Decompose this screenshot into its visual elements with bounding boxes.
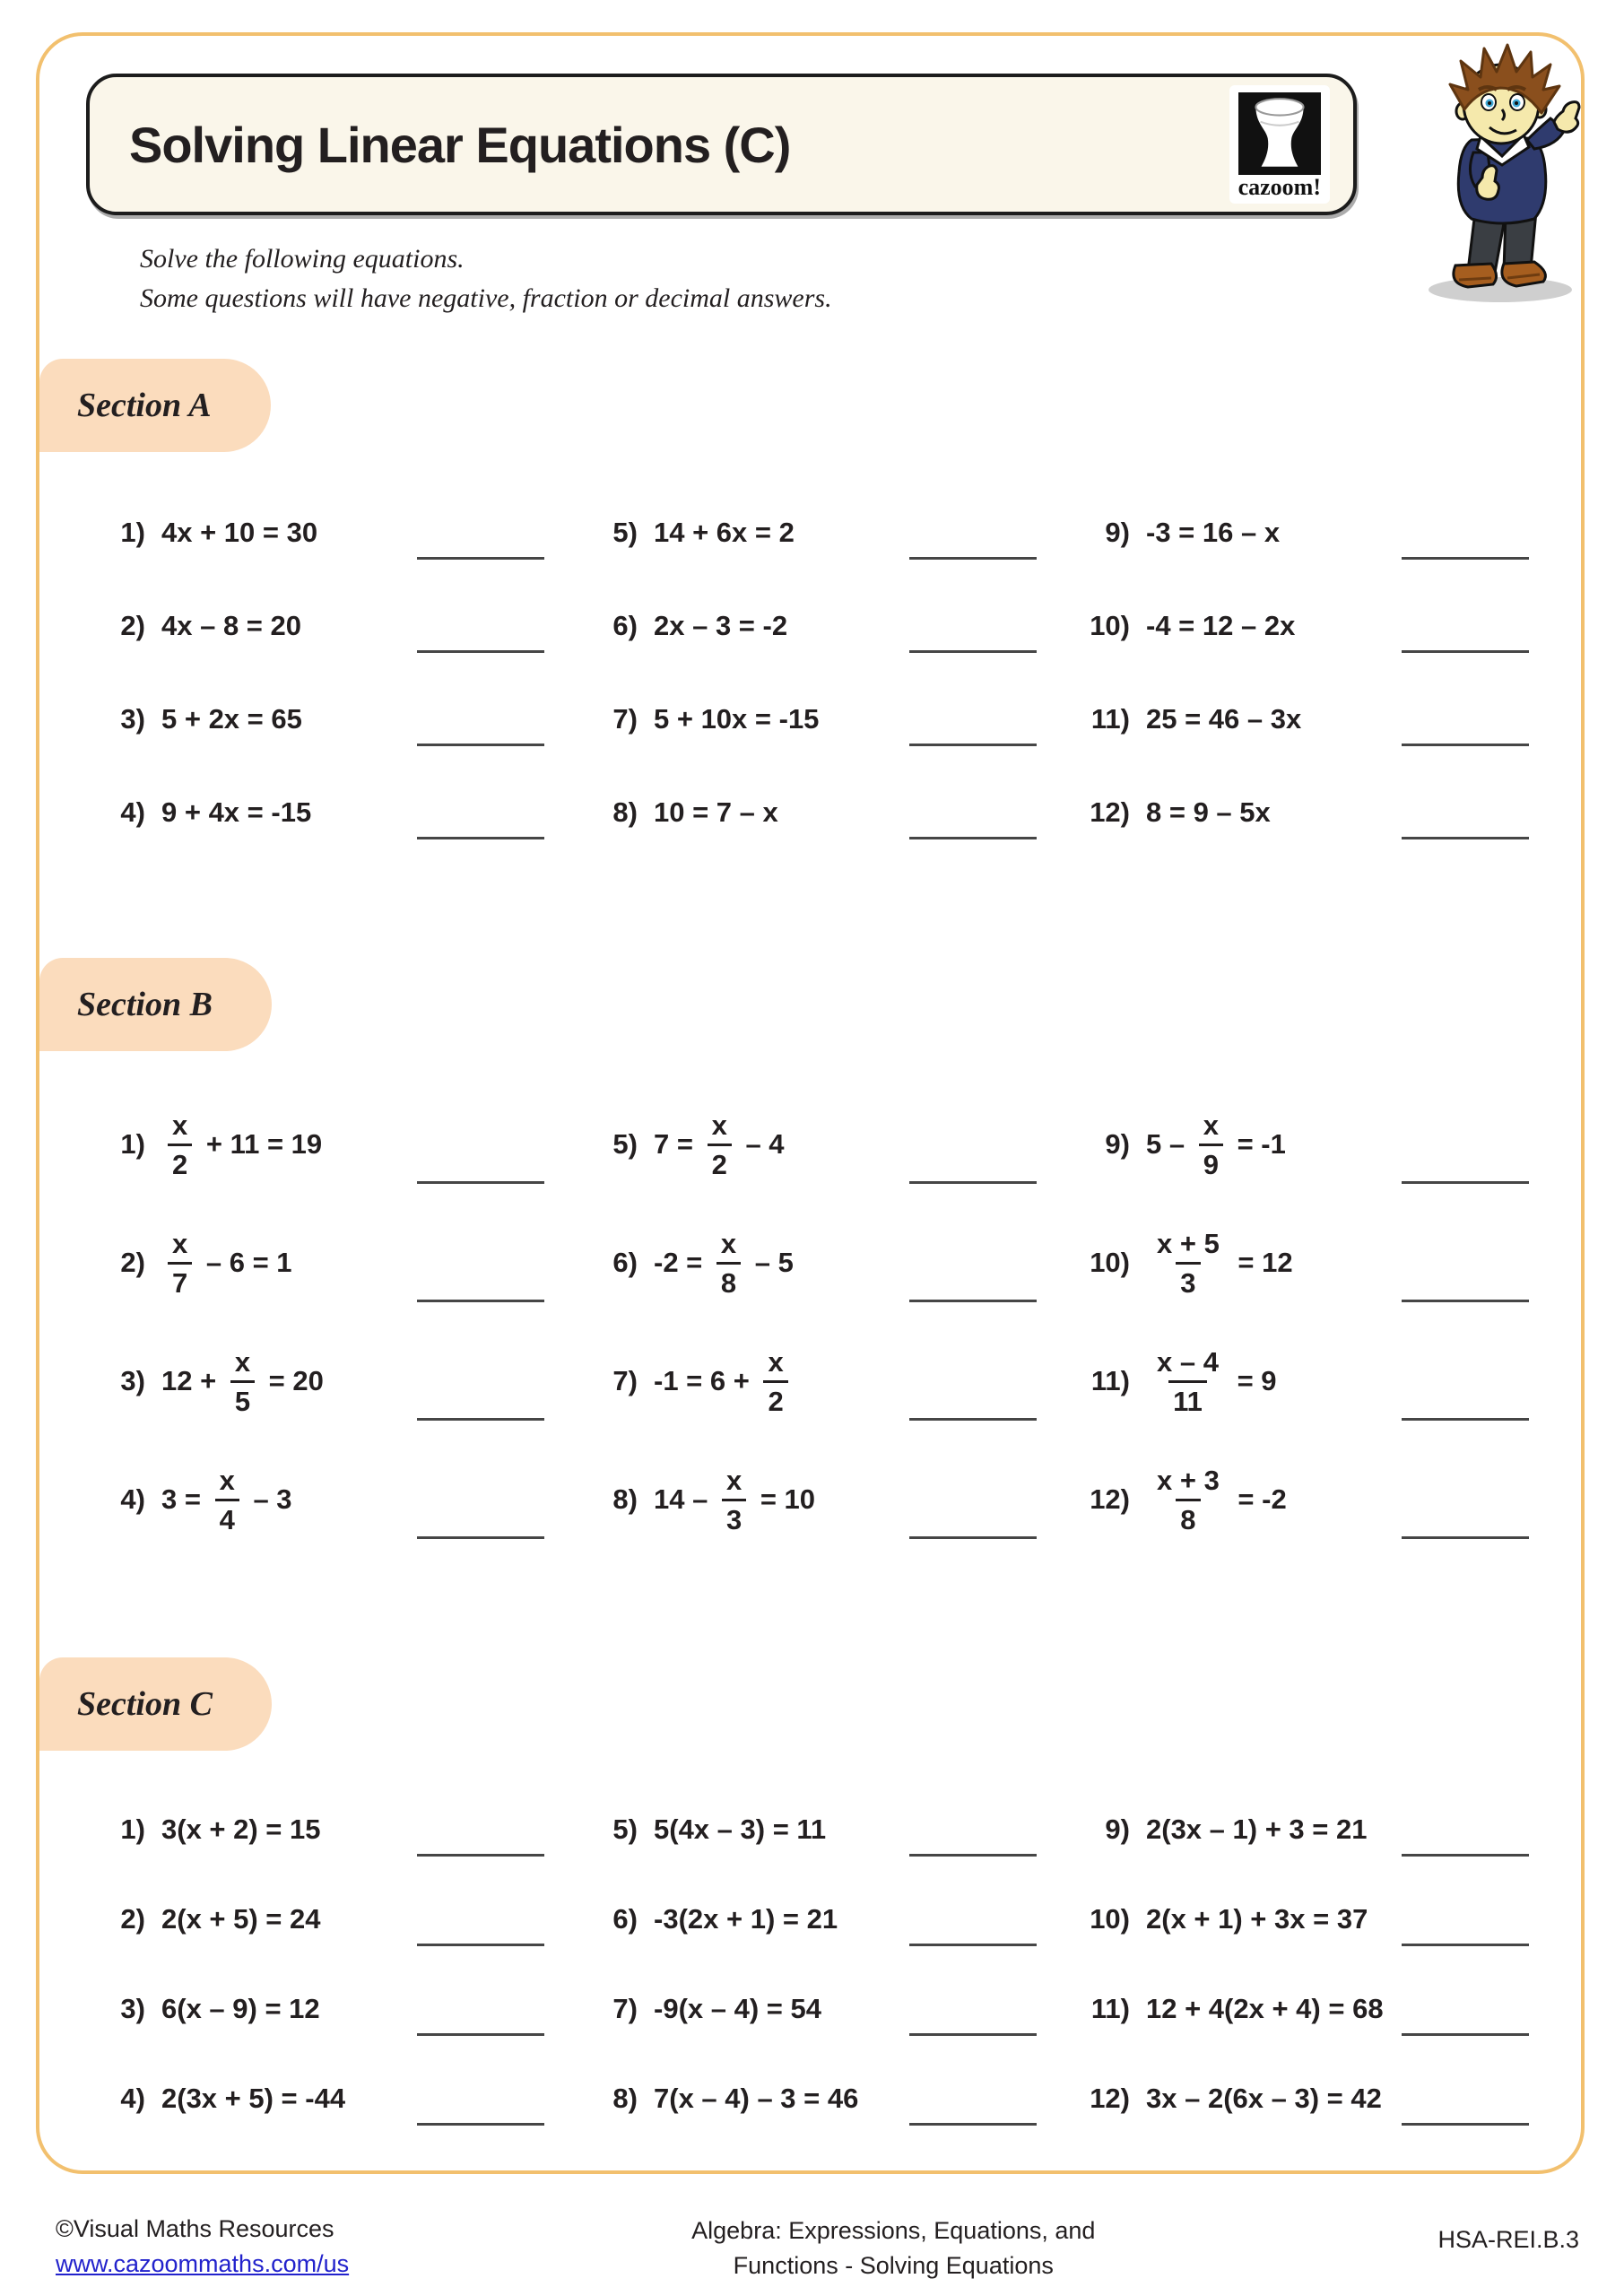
- equation-text: 5 + 2x = 65: [161, 703, 302, 735]
- equation: [654, 1903, 838, 1935]
- equation: [161, 517, 317, 549]
- fraction: [708, 1111, 732, 1178]
- equation: [161, 2083, 345, 2115]
- answer-line[interactable]: [417, 744, 544, 746]
- equation-text: – 5: [747, 1247, 794, 1278]
- fraction-numerator: x: [768, 1345, 784, 1378]
- answer-line[interactable]: [417, 2033, 544, 2036]
- question-number: 5): [612, 1128, 638, 1160]
- equation-text: 5 –: [1146, 1128, 1193, 1160]
- question-item: [1067, 1785, 1529, 1874]
- question-item: [83, 1204, 544, 1322]
- equation: [1146, 2083, 1382, 2115]
- question-number: 2): [120, 610, 145, 641]
- instructions: [140, 244, 1581, 314]
- equation: [654, 1993, 821, 2025]
- mascot-boy-illustration: [1399, 36, 1607, 305]
- question-item: [83, 2054, 544, 2144]
- question-item: [83, 486, 544, 579]
- question-number: 1): [120, 517, 145, 548]
- fraction-denominator: 2: [763, 1380, 787, 1415]
- question-item: [83, 1322, 544, 1440]
- question-number: 5): [612, 517, 638, 548]
- sections: [39, 359, 1581, 2144]
- equation-text: -9(x – 4) = 54: [654, 1993, 821, 2024]
- footer: [56, 2212, 1579, 2283]
- fraction: [716, 1227, 741, 1299]
- footer-topic-line: Algebra: Expressions, Equations, and: [691, 2216, 1096, 2244]
- equation: [1146, 1111, 1286, 1178]
- equation: [1146, 703, 1301, 735]
- website-link[interactable]: www.cazoommaths.com/us: [56, 2249, 350, 2277]
- answer-line[interactable]: [417, 1944, 544, 1946]
- equation-text: 8 = 9 – 5x: [1146, 796, 1271, 828]
- question-item: [1067, 2054, 1529, 2144]
- question-number: 3): [120, 1365, 145, 1396]
- answer-line[interactable]: [1402, 1300, 1529, 1302]
- equation-text: 3(x + 2) = 15: [161, 1813, 321, 1845]
- question-number: 2): [120, 1903, 145, 1935]
- equation-text: -3 = 16 – x: [1146, 517, 1281, 548]
- equation: [1146, 1813, 1367, 1846]
- equation: [161, 610, 301, 642]
- question-number: 10): [1090, 610, 1130, 641]
- question-item: [83, 1440, 544, 1559]
- question-number: 1): [120, 1128, 145, 1160]
- equation-text: = 9: [1229, 1365, 1277, 1396]
- section: [39, 1657, 1581, 2144]
- question-number: 4): [120, 2083, 145, 2114]
- equation-text: 12 +: [161, 1365, 224, 1396]
- section: [39, 359, 1581, 859]
- question-number: 4): [120, 1483, 145, 1515]
- equation: [654, 610, 787, 642]
- fraction-denominator: 9: [1199, 1144, 1223, 1178]
- equation: [161, 1111, 322, 1178]
- question-item: [83, 1785, 544, 1874]
- fraction: [230, 1345, 255, 1417]
- equation-text: -1 = 6 +: [654, 1365, 758, 1396]
- question-item: [83, 1085, 544, 1204]
- answer-line[interactable]: [1402, 2123, 1529, 2126]
- equation-text: = -1: [1229, 1128, 1286, 1160]
- equation: [161, 1466, 292, 1534]
- question-number: 11): [1090, 1365, 1130, 1396]
- question-item: [575, 1322, 1037, 1440]
- equation: [1146, 517, 1280, 549]
- equation-text: 5(4x – 3) = 11: [654, 1813, 827, 1845]
- fraction-numerator: x: [172, 1227, 188, 1259]
- question-item: [575, 486, 1037, 579]
- fraction-numerator: x: [234, 1345, 251, 1378]
- equation-text: -2 =: [654, 1247, 710, 1278]
- question-number: 7): [612, 703, 638, 735]
- fraction-denominator: 7: [168, 1262, 192, 1297]
- equation-text: 9 + 4x = -15: [161, 796, 312, 828]
- equation: [654, 2083, 858, 2115]
- fraction-numerator: x: [720, 1227, 737, 1259]
- question-number: 11): [1090, 1993, 1130, 2024]
- question-number: 12): [1090, 2083, 1130, 2114]
- equation: [654, 1813, 826, 1846]
- equation-text: 12 + 4(2x + 4) = 68: [1146, 1993, 1384, 2024]
- equation-text: – 3: [245, 1483, 292, 1515]
- answer-line[interactable]: [417, 1536, 544, 1539]
- equation-text: 2(x + 5) = 24: [161, 1903, 321, 1935]
- answer-line[interactable]: [1402, 1536, 1529, 1539]
- equation: [161, 796, 311, 829]
- answer-line[interactable]: [909, 2033, 1037, 2036]
- answer-line[interactable]: [909, 1536, 1037, 1539]
- equation-text: 2(3x – 1) + 3 = 21: [1146, 1813, 1368, 1845]
- question-item: [1067, 1964, 1529, 2054]
- answer-line[interactable]: [1402, 744, 1529, 746]
- question-item: [83, 673, 544, 766]
- answer-line[interactable]: [909, 2123, 1037, 2126]
- drum-icon: [1238, 92, 1321, 175]
- question-number: 9): [1105, 1813, 1130, 1845]
- section-title: Section A: [77, 387, 212, 424]
- answer-line[interactable]: [909, 1300, 1037, 1302]
- footer-topic: [349, 2213, 1437, 2283]
- equation-text: 6(x – 9) = 12: [161, 1993, 320, 2024]
- equation-text: 14 –: [654, 1483, 716, 1515]
- answer-line[interactable]: [909, 1181, 1037, 1184]
- answer-line[interactable]: [909, 557, 1037, 560]
- question-number: 11): [1090, 703, 1130, 735]
- question-number: 10): [1090, 1903, 1130, 1935]
- fraction: [215, 1466, 239, 1534]
- instruction-line: Solve the following equations.: [140, 244, 465, 274]
- fraction: [763, 1345, 787, 1417]
- equation: [1146, 1227, 1293, 1299]
- question-item: [1067, 1204, 1529, 1322]
- equation: [1146, 610, 1295, 642]
- question-item: [1067, 486, 1529, 579]
- question-number: 7): [612, 1365, 638, 1396]
- section-badge: [39, 359, 271, 452]
- fraction-numerator: x – 4: [1157, 1345, 1219, 1378]
- equation: [654, 796, 778, 829]
- equation-text: 10 = 7 – x: [654, 796, 778, 828]
- equation: [1146, 796, 1271, 829]
- equation: [654, 1111, 785, 1178]
- equation-text: – 4: [737, 1128, 785, 1160]
- equation: [1146, 1345, 1277, 1417]
- fraction: [722, 1466, 746, 1534]
- equation: [1146, 1466, 1287, 1534]
- fraction: [1199, 1111, 1223, 1178]
- fraction-denominator: 5: [230, 1380, 255, 1415]
- equation: [654, 703, 819, 735]
- answer-line[interactable]: [417, 2123, 544, 2126]
- question-item: [83, 579, 544, 673]
- fraction: [1152, 1345, 1223, 1417]
- equation: [161, 703, 302, 735]
- question-item: [575, 673, 1037, 766]
- question-item: [575, 1964, 1037, 2054]
- equation-text: 14 + 6x = 2: [654, 517, 795, 548]
- answer-line[interactable]: [417, 1854, 544, 1857]
- footer-topic-line: Functions - Solving Equations: [733, 2251, 1054, 2279]
- equation-text: = 10: [752, 1483, 816, 1515]
- question-item: [575, 2054, 1037, 2144]
- worksheet-sheet: [36, 32, 1585, 2174]
- equation-text: 5 + 10x = -15: [654, 703, 820, 735]
- section-title: Section C: [77, 1685, 213, 1723]
- equation-text: 7(x – 4) – 3 = 46: [654, 2083, 859, 2114]
- question-number: 10): [1090, 1247, 1130, 1278]
- equation: [161, 1903, 321, 1935]
- fraction-denominator: 3: [1176, 1262, 1200, 1297]
- fraction-denominator: 2: [708, 1144, 732, 1178]
- question-item: [575, 766, 1037, 859]
- fraction-denominator: 11: [1168, 1380, 1207, 1415]
- answer-line[interactable]: [1402, 837, 1529, 839]
- answer-line[interactable]: [417, 1418, 544, 1421]
- answer-line[interactable]: [909, 1944, 1037, 1946]
- equation: [161, 1227, 292, 1299]
- question-item: [575, 1874, 1037, 1964]
- answer-line[interactable]: [417, 557, 544, 560]
- section-badge: [39, 958, 272, 1051]
- equation-text: 3 =: [161, 1483, 209, 1515]
- question-number: 8): [612, 1483, 638, 1515]
- question-item: [575, 1785, 1037, 1874]
- answer-line[interactable]: [1402, 1418, 1529, 1421]
- section: [39, 958, 1581, 1559]
- fraction-denominator: 8: [716, 1262, 741, 1297]
- answer-line[interactable]: [909, 1418, 1037, 1421]
- equation-text: + 11 = 19: [198, 1128, 323, 1160]
- equation: [161, 1993, 320, 2025]
- question-number: 6): [612, 1903, 638, 1935]
- fraction-numerator: x: [711, 1109, 727, 1141]
- answer-line[interactable]: [909, 1854, 1037, 1857]
- question-number: 7): [612, 1993, 638, 2024]
- equation-text: -4 = 12 – 2x: [1146, 610, 1296, 641]
- question-number: 8): [612, 2083, 638, 2114]
- cazoom-logo: [1229, 85, 1330, 204]
- equation: [1146, 1993, 1384, 2025]
- question-grid: [83, 1785, 1529, 2144]
- equation-text: 4x + 10 = 30: [161, 517, 318, 548]
- question-item: [575, 1204, 1037, 1322]
- page-title: Solving Linear Equations (C): [129, 116, 791, 173]
- equation-text: 7 =: [654, 1128, 701, 1160]
- copyright-text: ©Visual Maths Resources: [56, 2214, 334, 2242]
- fraction: [168, 1227, 192, 1299]
- logo-text: cazoom!: [1238, 173, 1321, 200]
- equation: [1146, 1903, 1368, 1935]
- answer-line[interactable]: [1402, 1181, 1529, 1184]
- question-number: 6): [612, 610, 638, 641]
- equation-text: = -2: [1229, 1483, 1287, 1515]
- question-number: 4): [120, 796, 145, 828]
- question-item: [83, 1874, 544, 1964]
- equation-text: = 20: [261, 1365, 324, 1396]
- question-item: [1067, 1440, 1529, 1559]
- equation: [161, 1345, 324, 1417]
- question-number: 9): [1105, 1128, 1130, 1160]
- answer-line[interactable]: [909, 650, 1037, 653]
- answer-line[interactable]: [417, 650, 544, 653]
- fraction-numerator: x: [725, 1464, 743, 1496]
- question-item: [1067, 766, 1529, 859]
- question-number: 12): [1090, 796, 1130, 828]
- equation: [161, 1813, 321, 1846]
- standard-code: HSA-REI.B.3: [1437, 2225, 1579, 2253]
- question-item: [1067, 673, 1529, 766]
- question-number: 3): [120, 703, 145, 735]
- question-item: [1067, 1085, 1529, 1204]
- fraction: [1152, 1466, 1224, 1534]
- section-badge: [39, 1657, 272, 1751]
- answer-line[interactable]: [1402, 650, 1529, 653]
- equation: [654, 1227, 794, 1299]
- fraction-numerator: x + 3: [1157, 1464, 1220, 1496]
- equation-text: 2x – 3 = -2: [654, 610, 788, 641]
- question-number: 2): [120, 1247, 145, 1278]
- fraction-denominator: 4: [215, 1499, 239, 1534]
- equation-text: -3(2x + 1) = 21: [654, 1903, 838, 1935]
- section-title: Section B: [77, 986, 213, 1023]
- question-number: 6): [612, 1247, 638, 1278]
- instruction-line: Some questions will have negative, fraction or decimal answers.: [140, 283, 832, 313]
- equation: [654, 1466, 815, 1534]
- question-number: 8): [612, 796, 638, 828]
- equation: [654, 517, 795, 549]
- answer-line[interactable]: [1402, 1854, 1529, 1857]
- fraction-numerator: x + 5: [1157, 1227, 1220, 1259]
- equation-text: = 12: [1229, 1247, 1293, 1278]
- answer-line[interactable]: [417, 1181, 544, 1184]
- question-number: 1): [120, 1813, 145, 1845]
- fraction-denominator: 8: [1176, 1499, 1200, 1534]
- equation-text: 4x – 8 = 20: [161, 610, 301, 641]
- question-number: 3): [120, 1993, 145, 2024]
- question-item: [83, 766, 544, 859]
- fraction-numerator: x: [219, 1464, 235, 1496]
- question-item: [1067, 1874, 1529, 1964]
- equation-text: 2(3x + 5) = -44: [161, 2083, 346, 2114]
- question-grid: [83, 1085, 1529, 1559]
- question-item: [83, 1964, 544, 2054]
- answer-line[interactable]: [1402, 1944, 1529, 1946]
- fraction-numerator: x: [1203, 1109, 1219, 1141]
- fraction-numerator: x: [172, 1109, 188, 1141]
- equation-text: 25 = 46 – 3x: [1146, 703, 1302, 735]
- equation-text: – 6 = 1: [198, 1247, 292, 1278]
- answer-line[interactable]: [909, 837, 1037, 839]
- fraction-denominator: 2: [168, 1144, 192, 1178]
- question-item: [575, 1085, 1037, 1204]
- answer-line[interactable]: [1402, 2033, 1529, 2036]
- answer-line[interactable]: [417, 837, 544, 839]
- question-number: 5): [612, 1813, 638, 1845]
- title-box: [86, 74, 1357, 215]
- fraction: [1152, 1227, 1224, 1299]
- answer-line[interactable]: [1402, 557, 1529, 560]
- equation: [654, 1345, 795, 1417]
- question-number: 12): [1090, 1483, 1130, 1515]
- answer-line[interactable]: [909, 744, 1037, 746]
- question-item: [1067, 579, 1529, 673]
- fraction-denominator: 3: [722, 1499, 746, 1534]
- question-item: [575, 1440, 1037, 1559]
- equation-text: 2(x + 1) + 3x = 37: [1146, 1903, 1368, 1935]
- fraction: [168, 1111, 192, 1178]
- question-item: [575, 579, 1037, 673]
- question-number: 9): [1105, 517, 1130, 548]
- answer-line[interactable]: [417, 1300, 544, 1302]
- equation-text: 3x – 2(6x – 3) = 42: [1146, 2083, 1382, 2114]
- question-item: [1067, 1322, 1529, 1440]
- question-grid: [83, 486, 1529, 859]
